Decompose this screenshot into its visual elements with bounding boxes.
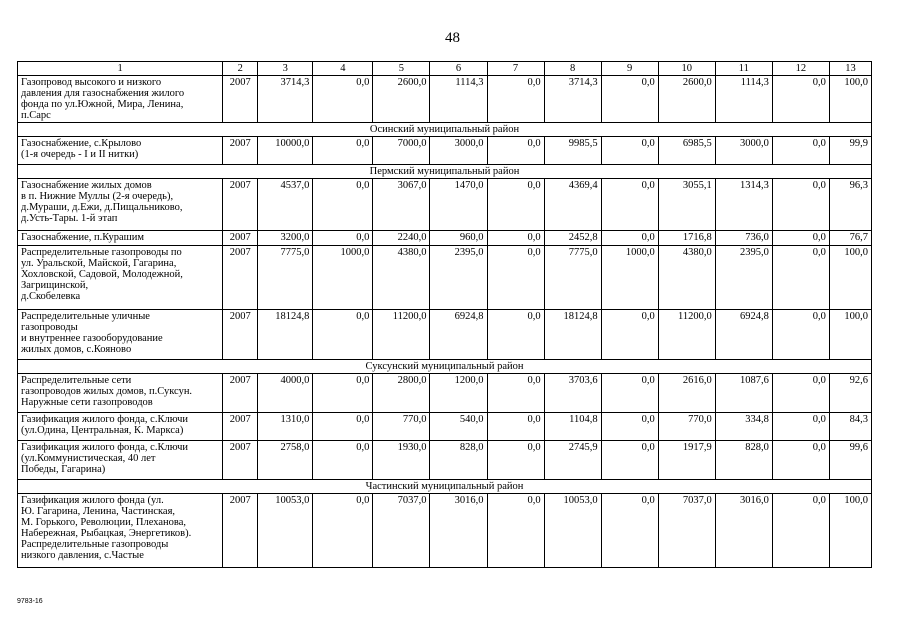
value-cell: 1930,0 bbox=[373, 441, 430, 480]
object-name-line: давления для газоснабжения жилого bbox=[21, 88, 185, 99]
object-name-line: Газопровод высокого и низкого bbox=[21, 77, 162, 88]
value-cell: 3703,6 bbox=[544, 374, 601, 413]
object-name-line: Распределительные газопроводы по bbox=[21, 247, 182, 258]
value-cell: 9985,5 bbox=[544, 137, 601, 165]
value-cell: 7775,0 bbox=[258, 246, 313, 310]
value-cell: 76,7 bbox=[829, 231, 871, 246]
column-header: 6 bbox=[430, 62, 487, 76]
value-cell: 0,0 bbox=[313, 179, 373, 231]
value-cell: 1104,8 bbox=[544, 413, 601, 441]
value-cell: 334,8 bbox=[715, 413, 772, 441]
value-cell: 0,0 bbox=[487, 246, 544, 310]
value-cell: 770,0 bbox=[373, 413, 430, 441]
value-cell: 736,0 bbox=[715, 231, 772, 246]
value-cell: 100,0 bbox=[829, 494, 871, 568]
value-cell: 0,0 bbox=[601, 494, 658, 568]
value-cell: 4369,4 bbox=[544, 179, 601, 231]
value-cell: 3000,0 bbox=[430, 137, 487, 165]
object-name-line: (ул.Коммунистическая, 40 лет bbox=[21, 453, 156, 464]
value-cell: 0,0 bbox=[487, 231, 544, 246]
value-cell: 828,0 bbox=[715, 441, 772, 480]
table-row bbox=[18, 310, 872, 360]
value-cell: 2758,0 bbox=[258, 441, 313, 480]
object-name-line: Газификация жилого фонда, с.Ключи bbox=[21, 414, 189, 425]
value-cell: 99,9 bbox=[829, 137, 871, 165]
value-cell: 4380,0 bbox=[658, 246, 715, 310]
value-cell: 0,0 bbox=[772, 246, 829, 310]
object-name-line: д.Скобелевка bbox=[21, 291, 81, 302]
value-cell: 0,0 bbox=[772, 494, 829, 568]
value-cell: 10053,0 bbox=[258, 494, 313, 568]
value-cell: 0,0 bbox=[772, 76, 829, 123]
object-name-line: (1-я очередь - I и II нитки) bbox=[21, 149, 139, 160]
region-label: Частинский муниципальный район bbox=[18, 480, 872, 494]
value-cell: 0,0 bbox=[313, 76, 373, 123]
value-cell: 2600,0 bbox=[373, 76, 430, 123]
year-cell: 2007 bbox=[223, 374, 258, 413]
value-cell: 0,0 bbox=[601, 441, 658, 480]
column-header: 3 bbox=[258, 62, 313, 76]
column-header: 7 bbox=[487, 62, 544, 76]
object-name-line: Распределительные сети bbox=[21, 375, 132, 386]
object-name-line: и внутреннее газооборудование bbox=[21, 333, 163, 344]
value-cell: 2395,0 bbox=[715, 246, 772, 310]
object-name-line: Распределительные газопроводы bbox=[21, 539, 169, 550]
value-cell: 100,0 bbox=[829, 76, 871, 123]
value-cell: 0,0 bbox=[601, 231, 658, 246]
year-cell: 2007 bbox=[223, 137, 258, 165]
value-cell: 7037,0 bbox=[373, 494, 430, 568]
value-cell: 540,0 bbox=[430, 413, 487, 441]
value-cell: 1000,0 bbox=[313, 246, 373, 310]
object-name-line: п.Сарс bbox=[21, 110, 51, 121]
footer-code: 9783-16 bbox=[17, 598, 43, 605]
value-cell: 0,0 bbox=[772, 310, 829, 360]
page-number: 48 bbox=[445, 30, 460, 46]
value-cell: 0,0 bbox=[487, 441, 544, 480]
value-cell: 1314,3 bbox=[715, 179, 772, 231]
value-cell: 2616,0 bbox=[658, 374, 715, 413]
value-cell: 3067,0 bbox=[373, 179, 430, 231]
value-cell: 3016,0 bbox=[430, 494, 487, 568]
value-cell: 0,0 bbox=[487, 374, 544, 413]
value-cell: 0,0 bbox=[772, 137, 829, 165]
object-name-cell bbox=[18, 231, 223, 246]
object-name-line: низкого давления, с.Частые bbox=[21, 550, 144, 561]
table-row bbox=[18, 137, 872, 165]
table-row bbox=[18, 374, 872, 413]
value-cell: 0,0 bbox=[487, 179, 544, 231]
year-cell: 2007 bbox=[223, 310, 258, 360]
year-cell: 2007 bbox=[223, 179, 258, 231]
value-cell: 0,0 bbox=[772, 413, 829, 441]
table-row bbox=[18, 441, 872, 480]
object-name-cell bbox=[18, 76, 223, 123]
column-header: 10 bbox=[658, 62, 715, 76]
value-cell: 3000,0 bbox=[715, 137, 772, 165]
value-cell: 96,3 bbox=[829, 179, 871, 231]
object-name-line: М. Горького, Революции, Плеханова, bbox=[21, 517, 187, 528]
region-label: Осинский муниципальный район bbox=[18, 123, 872, 137]
value-cell: 0,0 bbox=[487, 137, 544, 165]
value-cell: 2395,0 bbox=[430, 246, 487, 310]
value-cell: 0,0 bbox=[772, 179, 829, 231]
object-name-line: ул. Уральской, Майской, Гагарина, bbox=[21, 258, 177, 269]
value-cell: 0,0 bbox=[601, 413, 658, 441]
year-cell: 2007 bbox=[223, 246, 258, 310]
value-cell: 3016,0 bbox=[715, 494, 772, 568]
value-cell: 2600,0 bbox=[658, 76, 715, 123]
value-cell: 3714,3 bbox=[258, 76, 313, 123]
column-header: 11 bbox=[715, 62, 772, 76]
value-cell: 0,0 bbox=[772, 231, 829, 246]
region-row bbox=[18, 480, 872, 494]
object-name-cell bbox=[18, 137, 223, 165]
year-cell: 2007 bbox=[223, 231, 258, 246]
column-header: 12 bbox=[772, 62, 829, 76]
value-cell: 18124,8 bbox=[544, 310, 601, 360]
object-name-line: Наружные сети газопроводов bbox=[21, 397, 153, 408]
value-cell: 0,0 bbox=[487, 76, 544, 123]
value-cell: 1087,6 bbox=[715, 374, 772, 413]
column-header: 4 bbox=[313, 62, 373, 76]
value-cell: 0,0 bbox=[772, 374, 829, 413]
object-name-cell bbox=[18, 413, 223, 441]
value-cell: 0,0 bbox=[313, 441, 373, 480]
value-cell: 10053,0 bbox=[544, 494, 601, 568]
column-header: 9 bbox=[601, 62, 658, 76]
value-cell: 2452,8 bbox=[544, 231, 601, 246]
value-cell: 4537,0 bbox=[258, 179, 313, 231]
table-row bbox=[18, 179, 872, 231]
region-row bbox=[18, 360, 872, 374]
value-cell: 0,0 bbox=[487, 413, 544, 441]
object-name-line: Загрищинской, bbox=[21, 280, 89, 291]
value-cell: 960,0 bbox=[430, 231, 487, 246]
value-cell: 0,0 bbox=[601, 137, 658, 165]
object-name-cell bbox=[18, 246, 223, 310]
value-cell: 1716,8 bbox=[658, 231, 715, 246]
value-cell: 0,0 bbox=[772, 441, 829, 480]
object-name-line: Набережная, Рыбацкая, Энергетиков). bbox=[21, 528, 192, 539]
data-table bbox=[17, 61, 872, 568]
table-row bbox=[18, 246, 872, 310]
object-name-line: Распределительные уличные bbox=[21, 311, 150, 322]
value-cell: 0,0 bbox=[313, 231, 373, 246]
value-cell: 11200,0 bbox=[658, 310, 715, 360]
value-cell: 3200,0 bbox=[258, 231, 313, 246]
year-cell: 2007 bbox=[223, 413, 258, 441]
value-cell: 2240,0 bbox=[373, 231, 430, 246]
value-cell: 0,0 bbox=[313, 494, 373, 568]
value-cell: 7000,0 bbox=[373, 137, 430, 165]
value-cell: 0,0 bbox=[487, 310, 544, 360]
object-name-line: Газоснабжение, п.Курашим bbox=[21, 232, 144, 243]
column-header: 2 bbox=[223, 62, 258, 76]
value-cell: 0,0 bbox=[313, 413, 373, 441]
region-label: Суксунский муниципальный район bbox=[18, 360, 872, 374]
value-cell: 0,0 bbox=[601, 310, 658, 360]
object-name-cell bbox=[18, 374, 223, 413]
region-label: Пермский муниципальный район bbox=[18, 165, 872, 179]
value-cell: 10000,0 bbox=[258, 137, 313, 165]
value-cell: 92,6 bbox=[829, 374, 871, 413]
value-cell: 11200,0 bbox=[373, 310, 430, 360]
value-cell: 0,0 bbox=[313, 137, 373, 165]
value-cell: 3055,1 bbox=[658, 179, 715, 231]
object-name-line: Газоснабжение, с.Крылово bbox=[21, 138, 142, 149]
table-row bbox=[18, 76, 872, 123]
value-cell: 1917,9 bbox=[658, 441, 715, 480]
object-name-cell bbox=[18, 441, 223, 480]
value-cell: 1310,0 bbox=[258, 413, 313, 441]
value-cell: 0,0 bbox=[601, 179, 658, 231]
object-name-line: фонда по ул.Южной, Мира, Ленина, bbox=[21, 99, 184, 110]
object-name-line: в п. Нижние Муллы (2-я очередь), bbox=[21, 191, 174, 202]
value-cell: 770,0 bbox=[658, 413, 715, 441]
object-name-cell bbox=[18, 310, 223, 360]
value-cell: 100,0 bbox=[829, 246, 871, 310]
value-cell: 0,0 bbox=[313, 374, 373, 413]
column-header: 8 bbox=[544, 62, 601, 76]
value-cell: 0,0 bbox=[487, 494, 544, 568]
object-name-line: Газификация жилого фонда, с.Ключи bbox=[21, 442, 189, 453]
value-cell: 6985,5 bbox=[658, 137, 715, 165]
value-cell: 99,6 bbox=[829, 441, 871, 480]
object-name-line: д.Усть-Тары. 1-й этап bbox=[21, 213, 118, 224]
value-cell: 2745,9 bbox=[544, 441, 601, 480]
value-cell: 84,3 bbox=[829, 413, 871, 441]
object-name-line: жилых домов, с.Кояново bbox=[21, 344, 132, 355]
column-header: 13 bbox=[829, 62, 871, 76]
value-cell: 0,0 bbox=[313, 310, 373, 360]
value-cell: 6924,8 bbox=[430, 310, 487, 360]
value-cell: 6924,8 bbox=[715, 310, 772, 360]
value-cell: 4380,0 bbox=[373, 246, 430, 310]
value-cell: 7037,0 bbox=[658, 494, 715, 568]
table-row bbox=[18, 231, 872, 246]
value-cell: 1114,3 bbox=[430, 76, 487, 123]
object-name-line: газопроводов жилых домов, п.Суксун. bbox=[21, 386, 193, 397]
value-cell: 4000,0 bbox=[258, 374, 313, 413]
object-name-line: Газоснабжение жилых домов bbox=[21, 180, 152, 191]
value-cell: 1000,0 bbox=[601, 246, 658, 310]
value-cell: 100,0 bbox=[829, 310, 871, 360]
object-name-line: Ю. Гагарина, Ленина, Частинская, bbox=[21, 506, 176, 517]
region-row bbox=[18, 123, 872, 137]
value-cell: 0,0 bbox=[601, 76, 658, 123]
column-header: 1 bbox=[18, 62, 223, 76]
region-row bbox=[18, 165, 872, 179]
value-cell: 1200,0 bbox=[430, 374, 487, 413]
value-cell: 18124,8 bbox=[258, 310, 313, 360]
value-cell: 2800,0 bbox=[373, 374, 430, 413]
value-cell: 0,0 bbox=[601, 374, 658, 413]
object-name-line: газопроводы bbox=[21, 322, 78, 333]
table-row bbox=[18, 413, 872, 441]
value-cell: 1114,3 bbox=[715, 76, 772, 123]
year-cell: 2007 bbox=[223, 76, 258, 123]
table-row bbox=[18, 494, 872, 568]
object-name-line: Победы, Гагарина) bbox=[21, 464, 106, 475]
object-name-line: д.Мураши, д.Ежи, д.Пищальниково, bbox=[21, 202, 183, 213]
year-cell: 2007 bbox=[223, 494, 258, 568]
table-body bbox=[18, 62, 872, 568]
value-cell: 828,0 bbox=[430, 441, 487, 480]
object-name-line: Хохловской, Садовой, Молодежной, bbox=[21, 269, 183, 280]
object-name-line: Газификация жилого фонда (ул. bbox=[21, 495, 164, 506]
object-name-cell bbox=[18, 179, 223, 231]
value-cell: 7775,0 bbox=[544, 246, 601, 310]
value-cell: 3714,3 bbox=[544, 76, 601, 123]
table-header-row bbox=[18, 62, 872, 76]
value-cell: 1470,0 bbox=[430, 179, 487, 231]
object-name-line: (ул.Одина, Центральная, К. Маркса) bbox=[21, 425, 184, 436]
column-header: 5 bbox=[373, 62, 430, 76]
object-name-cell bbox=[18, 494, 223, 568]
year-cell: 2007 bbox=[223, 441, 258, 480]
